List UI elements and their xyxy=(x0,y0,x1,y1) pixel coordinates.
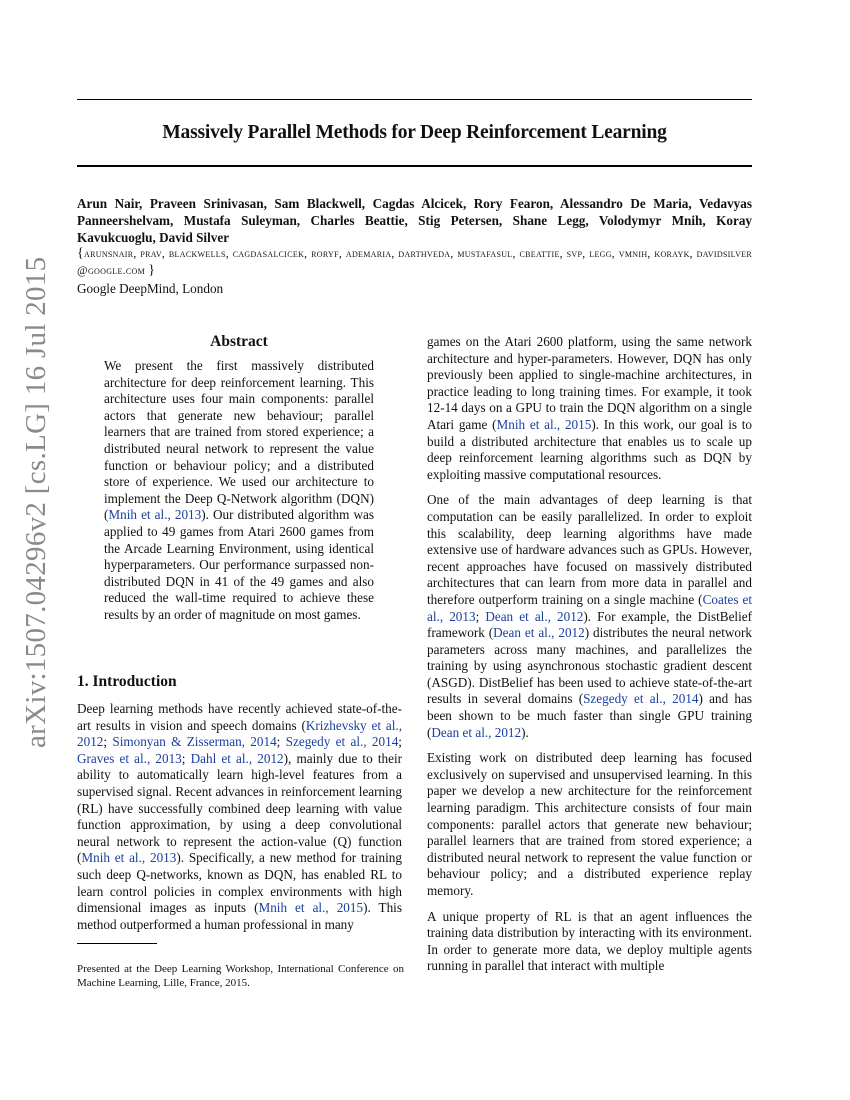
separator: ; xyxy=(181,750,191,766)
citation-link[interactable]: Simonyan & Zisserman, 2014 xyxy=(112,734,277,750)
section-heading-introduction: 1. Introduction xyxy=(77,673,177,690)
abstract-text: We present the first massively distributed architecture for deep reinforcement learning. This architecture uses four main components: parallel actors that generate new behaviour; parallel learners that are trained from stored experience; a distributed neural network to represent the value function or behaviour policy; and a distributed store of experience. We used our architecture to implement the Deep Q-Network algorithm (DQN) ( xyxy=(104,358,374,523)
email-list: arunsnair, prav, blackwells, cagdasalcicek, roryf, ademaria, darthveda, mustafasul, cbeattie, svp, legg, vmnih, korayk, davidsilver @google.com xyxy=(77,247,752,277)
email-brace-open: { xyxy=(77,246,85,261)
footnote: Presented at the Deep Learning Workshop, International Conference on Machine Learning, Lille, France, 2015. xyxy=(77,963,404,989)
introduction-body xyxy=(77,701,402,942)
author-list: Arun Nair, Praveen Srinivasan, Sam Blackwell, Cagdas Alcicek, Rory Fearon, Alessandro De Maria, Vedavyas Panneershelvam, Mustafa Suleyman, Charles Beattie, Stig Petersen, Shane Legg, Volodymyr Mnih, Koray Kavukcuoglu, David Silver xyxy=(77,196,752,245)
author-emails xyxy=(77,245,752,279)
citation-link[interactable]: Szegedy et al., 2014 xyxy=(285,734,399,750)
body-text: ) and has been shown to be much faster than single GPU training ( xyxy=(427,691,753,740)
abstract-text: ). Our distributed algorithm was applied to 49 games from Atari 2600 games from the Arcade Learning Environment, using identical hyperparameters. Our performance surpassed non-distributed DQN in 41 of the 49 games and also reduced the wall-time required to achieve these results by an order of magnitude on most games. xyxy=(104,507,374,622)
right-paragraph-4: A unique property of RL is that an agent influences the training data distribution by interacting with its environment. In order to generate more data, we deploy multiple agents running in parallel that interact with multiple xyxy=(427,908,752,974)
citation-link[interactable]: Dean et al., 2012 xyxy=(485,608,584,624)
paper-title: Massively Parallel Methods for Deep Reinforcement Learning xyxy=(162,122,667,143)
body-text: ). For example, the DistBelief framework ( xyxy=(427,608,752,641)
right-column-body xyxy=(427,334,752,984)
body-text: Deep learning methods have recently achieved state-of-the-art results in vision and speech domains ( xyxy=(77,701,402,733)
email-brace-close: } xyxy=(148,263,156,278)
right-paragraph-1 xyxy=(427,334,752,483)
citation-link[interactable]: Coates et al., 2013 xyxy=(427,591,752,624)
citation-link[interactable]: Szegedy et al., 2014 xyxy=(583,691,699,707)
body-text: ) distributes the neural network parameters across many machines, and parallelizes the training by using asynchronous stochastic gradient descent (ASGD). DistBelief has been used to achieve state-of-the-art results in several domains ( xyxy=(427,625,752,707)
citation-link[interactable]: Dahl et al., 2012 xyxy=(190,750,284,766)
citation-link[interactable]: Mnih et al., 2015 xyxy=(258,900,364,916)
arxiv-stamp: arXiv:1507.04296v2 [cs.LG] 16 Jul 2015 xyxy=(20,256,52,748)
citation-link[interactable]: Mnih et al., 2013 xyxy=(81,850,177,866)
citation-link[interactable]: Mnih et al., 2013 xyxy=(108,507,202,523)
body-text: ). This method outperformed a human professional in many xyxy=(77,900,402,932)
body-text: ). xyxy=(521,724,529,740)
body-text: ). Specifically, a new method for training such deep Q-networks, known as DQN, has enabled RL to learn control policies in complex environments with high dimensional images as inputs ( xyxy=(77,850,402,916)
separator: ; xyxy=(398,734,402,750)
body-text: games on the Atari 2600 platform, using the same network architecture and hyper-parameters. However, DQN has only previously been applied to single-machine architectures, in practice leading to long training times. For example, it took 12-14 days on a GPU to train the DQN algorithm on a single Atari game ( xyxy=(427,334,752,432)
citation-link[interactable]: Graves et al., 2013 xyxy=(77,750,182,766)
title-rule-top xyxy=(77,99,752,100)
right-paragraph-3: Existing work on distributed deep learning has focused exclusively on supervised and unsupervised learning. In this paper we develop a new architecture for the reinforcement learning paradigm. This architecture consists of four main components: parallel actors that generate new behaviour; parallel learners that are trained from stored experience; a distributed neural network to represent the value function or behaviour policy; and a distributed experience replay memory. xyxy=(427,750,752,898)
body-text: ), mainly due to their ability to automatically learn high-level features from a supervised signal. Recent advances in reinforcement learning (RL) have successfully combined deep learning with value function approximation, by using a deep convolutional neural network to represent the action-value (Q) function ( xyxy=(77,750,402,866)
separator: ; xyxy=(103,734,113,750)
citation-link[interactable]: Krizhevsky et al., 2012 xyxy=(77,717,402,750)
citation-link[interactable]: Mnih et al., 2015 xyxy=(496,416,592,432)
affiliation: Google DeepMind, London xyxy=(77,281,224,296)
citation-link[interactable]: Dean et al., 2012 xyxy=(493,625,585,641)
abstract-paragraph xyxy=(104,358,374,624)
body-text: One of the main advantages of deep learning is that computation can be easily parallelized. In order to exploit this scalability, deep learning algorithms have made extensive use of hardware advances such as GPUs. However, recent approaches have focused on massively distributed architectures that can learn from more data in parallel and therefore outperform training on a single machine ( xyxy=(427,492,752,607)
separator: ; xyxy=(475,608,486,624)
abstract-heading: Abstract xyxy=(210,333,268,350)
title-rule-bottom xyxy=(77,165,752,167)
footnote-rule xyxy=(77,943,157,944)
separator: ; xyxy=(276,734,286,750)
body-text: ). In this work, our goal is to build a distributed architecture that enables us to scale up deep reinforcement learning algorithms such as DQN by exploiting massive computational resources. xyxy=(427,416,752,482)
citation-link[interactable]: Dean et al., 2012 xyxy=(431,724,522,740)
right-paragraph-2 xyxy=(427,492,752,741)
abstract-body xyxy=(104,358,374,633)
intro-paragraph xyxy=(77,701,402,933)
